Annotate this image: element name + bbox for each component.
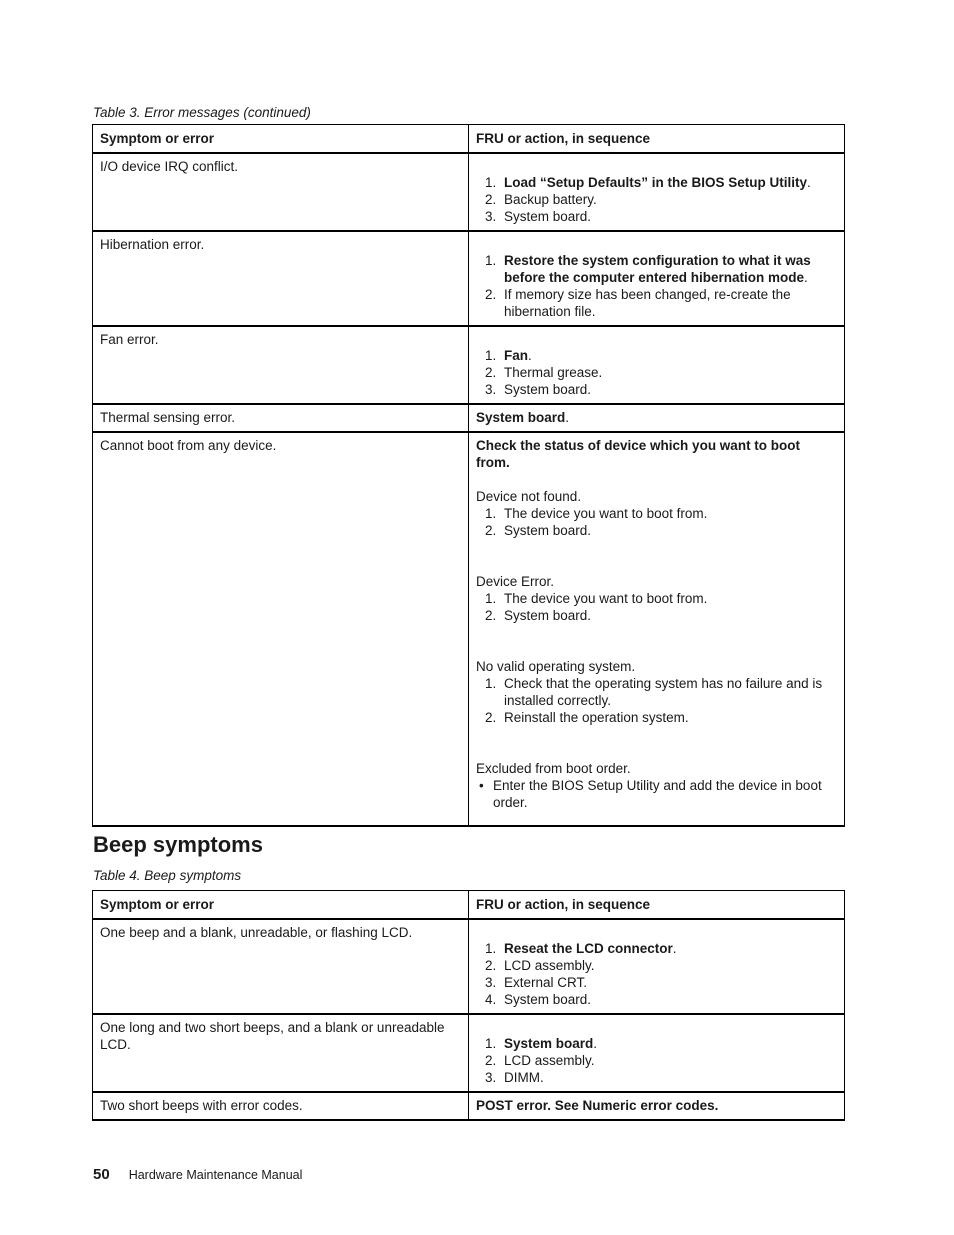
table-row [93, 153, 845, 231]
list-item: 1. The device you want to boot from. [485, 591, 708, 606]
table-row [93, 1092, 845, 1120]
list-item: 2. Thermal grease. [485, 365, 603, 380]
action-bullets [476, 777, 837, 811]
symptom-cell: One long and two short beeps, and a blank or unreadable LCD. [93, 1014, 469, 1092]
list-item: 2. System board. [485, 523, 592, 538]
list-item: 2. LCD assembly. [485, 1053, 595, 1068]
page-number: 50 [93, 1166, 110, 1183]
list-item: 2. Backup battery. [485, 192, 597, 207]
list-item: 3. System board. [485, 382, 592, 397]
list-item: 1. System board. [485, 1036, 598, 1051]
action-cell [469, 153, 845, 231]
action-steps [476, 675, 837, 726]
table-row [93, 919, 845, 1014]
symptom-cell: One beep and a blank, unreadable, or flashing LCD. [93, 919, 469, 1014]
table-row [93, 326, 845, 404]
group-label: Device Error. [476, 574, 555, 589]
list-item: 3. DIMM. [485, 1070, 544, 1085]
action-cell [469, 1014, 845, 1092]
action-cell: System board. [469, 404, 845, 432]
action-steps [476, 347, 837, 398]
action-cell: POST error. See Numeric error codes. [469, 1092, 845, 1120]
action-steps [476, 1035, 837, 1086]
list-item: • Enter the BIOS Setup Utility and add the device in boot order. [479, 778, 822, 810]
list-item: 2. System board. [485, 608, 592, 623]
action-steps [476, 940, 837, 1008]
action-cell [469, 919, 845, 1014]
list-item: 1. The device you want to boot from. [485, 506, 708, 521]
group-label: Device not found. [476, 489, 582, 504]
table-4-caption: Table 4. Beep symptoms [93, 868, 242, 883]
action-steps [476, 590, 837, 624]
symptom-cell: Two short beeps with error codes. [93, 1092, 469, 1120]
page-footer [93, 1166, 302, 1183]
symptom-cell: Fan error. [93, 326, 469, 404]
list-item: 1. Fan. [485, 348, 532, 363]
column-header-symptom: Symptom or error [93, 125, 469, 154]
list-item: 2. If memory size has been changed, re-create the hibernation file. [485, 287, 791, 319]
list-item: 3. External CRT. [485, 975, 588, 990]
boot-check-intro: Check the status of device which you want to boot from. [476, 438, 801, 470]
list-item: 1. Load “Setup Defaults” in the BIOS Setup Utility. [485, 175, 811, 190]
symptom-cell: Cannot boot from any device. [93, 432, 469, 826]
symptom-cell: I/O device IRQ conflict. [93, 153, 469, 231]
symptom-cell: Thermal sensing error. [93, 404, 469, 432]
action-steps [476, 252, 837, 320]
column-header-symptom: Symptom or error [93, 891, 469, 920]
table-3-caption: Table 3. Error messages (continued) [93, 105, 311, 120]
action-steps [476, 174, 837, 225]
manual-title: Hardware Maintenance Manual [128, 1168, 303, 1182]
group-label: No valid operating system. [476, 659, 636, 674]
action-cell [469, 326, 845, 404]
group-label: Excluded from boot order. [476, 761, 631, 776]
list-item: 3. System board. [485, 209, 592, 224]
table-row [93, 404, 845, 432]
column-header-action: FRU or action, in sequence [469, 125, 845, 154]
list-item: 1. Restore the system configuration to what it was before the computer entered hibernation mode. [485, 253, 811, 285]
list-item: 1. Check that the operating system has no failure and is installed correctly. [485, 676, 823, 708]
list-item: 2. Reinstall the operation system. [485, 710, 689, 725]
error-messages-table [92, 124, 845, 827]
action-cell [469, 231, 845, 326]
action-steps [476, 505, 837, 539]
table-row [93, 1014, 845, 1092]
beep-symptoms-table [92, 890, 845, 1121]
action-cell [469, 432, 845, 826]
column-header-action: FRU or action, in sequence [469, 891, 845, 920]
section-heading: Beep symptoms [93, 832, 263, 857]
table-row [93, 231, 845, 326]
table-row [93, 432, 845, 826]
list-item: 2. LCD assembly. [485, 958, 595, 973]
list-item: 1. Reseat the LCD connector. [485, 941, 677, 956]
symptom-cell: Hibernation error. [93, 231, 469, 326]
list-item: 4. System board. [485, 992, 592, 1007]
